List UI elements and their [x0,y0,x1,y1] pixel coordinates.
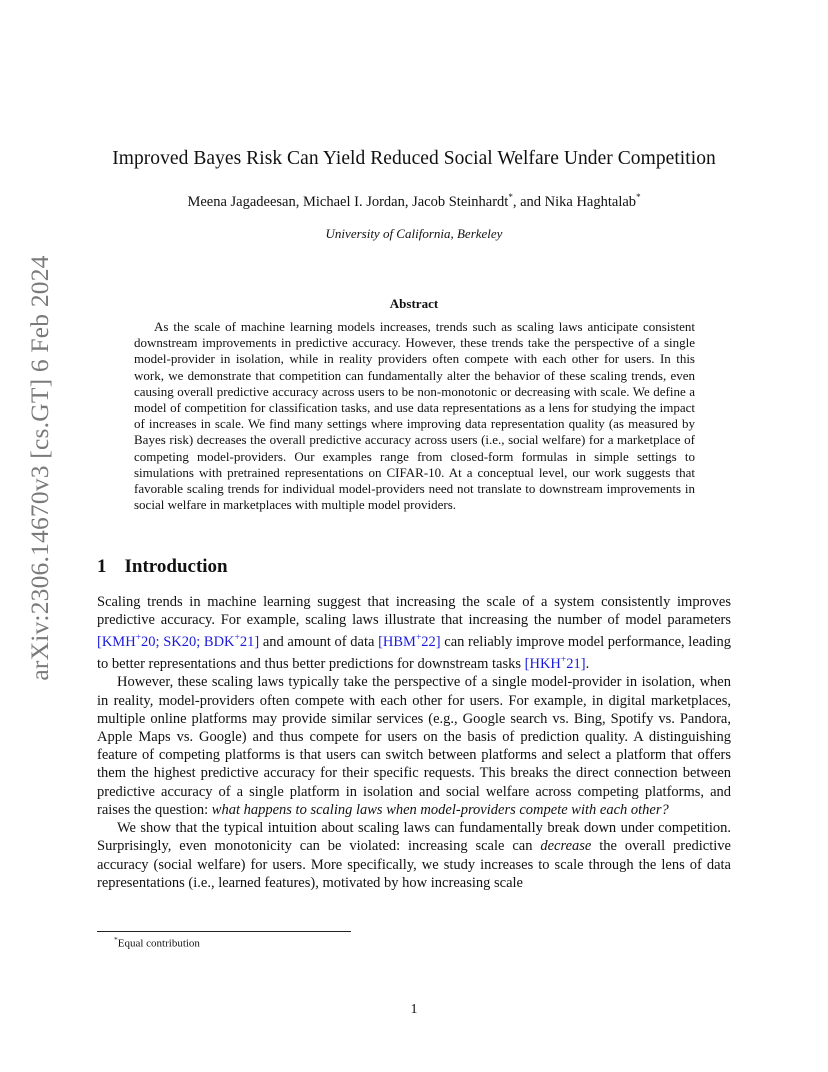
paragraph-text: can reliably improve model performance, leading to better representations and thus better predictions for downstream tasks [97,634,731,673]
paragraph [97,673,731,819]
paragraph [97,593,731,673]
section-number: 1 [97,556,107,577]
footnote [114,935,200,950]
paragraph-text: and amount of data [259,634,379,651]
equal-contribution-mark: * [636,192,641,202]
author-names: Meena Jagadeesan, Michael I. Jordan, Jacob Steinhardt [187,193,509,210]
paragraph [97,819,731,892]
affiliation: University of California, Berkeley [325,226,503,241]
emphasized-question: what happens to scaling laws when model-providers compete with each other? [211,801,669,818]
paragraph-text: the overall predictive accuracy (social welfare) for users. More specifically, we study increases to scale through the lens of data representations (i.e., learned features), motivated by how increasing scale [97,838,731,891]
introduction-body [97,593,731,892]
arxiv-identifier: arXiv:2306.14670v3 [cs.GT] 6 Feb 2024 [25,255,54,681]
abstract-text: As the scale of machine learning models increases, trends such as scaling laws anticipate consistent downstream improvements in predictive accuracy. However, these trends take the perspective of a single model-provider in isolation, while in reality providers often compete with each other for users. In this work, we demonstrate that competition can fundamentally alter the behavior of these scaling trends, even causing overall predictive accuracy across users to be non-monotonic or decreasing with scale. We define a model of competition for classification tasks, and use data representations as a lens for studying the impact of increases in scale. We find many settings where improving data representation quality (as measured by Bayes risk) decreases the overall predictive accuracy across users (i.e., social welfare) for a marketplace of competing model-providers. Our examples range from closed-form formulas in simple settings to simulations with pretrained representations on CIFAR-10. At a conceptual level, our work suggests that favorable scaling trends for individual model-providers need not translate to downstream improvements in social welfare in marketplaces with multiple model providers. [134,319,695,513]
citation-link[interactable]: [KMH+20; SK20; BDK+21] [97,633,260,651]
paper-title: Improved Bayes Risk Can Yield Reduced Social Welfare Under Competition [112,148,716,169]
citation-link[interactable]: [HBM+22] [378,633,441,651]
footnote-text: Equal contribution [117,937,200,950]
paragraph-text: Scaling trends in machine learning suggest that increasing the scale of a system consistently improves predictive accuracy. For example, scaling laws illustrate that increasing the number of model parameters [97,594,731,629]
page-number: 1 [410,1002,418,1017]
author-list [0,192,828,211]
equal-contribution-mark: * [508,192,513,202]
abstract-body [134,319,695,513]
paragraph-text: We show that the typical intuition about scaling laws can fundamentally break down under competition. Surprisingly, even monotonicity can be violated: increasing scale can [97,820,731,855]
citation-link[interactable]: [HKH+21] [524,655,586,673]
author-names-last: , and Nika Haghtalab [512,193,637,210]
paragraph-text: However, these scaling laws typically take the perspective of a single model-provider in isolation, when in reality, model-providers often compete with each other for users. For example, in digital marketplaces, multiple online platforms may provide similar services (e.g., Google search vs. Bing, Spotify vs. Pandora, Apple Maps vs. Google) and thus compete for users on the basis of prediction quality. A distinguishing feature of competing platforms is that users can switch between platforms and select a platform that offers them the highest predictive accuracy for their specific requests. This breaks the direct connection between predictive accuracy of a single platform in isolation and social welfare across competing platforms, and raises the question: [97,674,731,818]
section-title: Introduction [124,556,228,577]
section-heading [97,556,228,578]
paragraph-text: . [585,656,590,673]
abstract-heading: Abstract [389,296,439,311]
footnote-mark: * [114,935,118,944]
emphasized-word: decrease [540,838,592,855]
footnote-divider [97,931,351,932]
